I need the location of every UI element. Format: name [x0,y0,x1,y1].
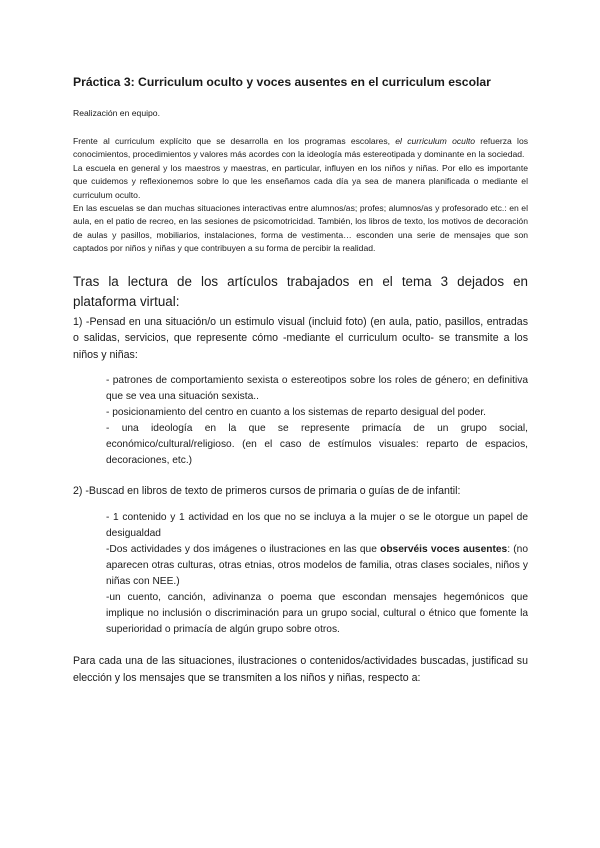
document-page [73,74,528,697]
q1-bullet-3: - una ideología en la que se represente primacía de un grupo social, económico/cultural/religioso. (en el caso de estímulos visuales: reparto de espacios, decoraciones, etc.) [106,423,528,467]
intro-p1-start: Frente al curriculum explícito que se desarrolla en los programas escolares, [73,136,391,146]
work-mode-note: Realización en equipo. [73,108,160,118]
question-1: 1) -Pensad en una situación/o un estimulo visual (incluid foto) (en aula, patio, pasillos, entradas o salidas, servicios, que represente cómo -mediante el curriculum oculto- se transmite a los niños y niñas: [73,315,528,361]
intro-p1-end: refuerza los conocimientos, procedimientos y valores más acordes con la ideología más estereotipada y dominante en la sociedad. [73,136,529,160]
q2-bullet-2 [106,542,528,590]
intro-paragraph-3: En las escuelas se dan muchas situaciones interactivas entre alumnos/as; profes; alumnos/as y profesorado etc.: en el aula, en el patio de recreo, en las sesiones de psicomotricidad. También, los libros de texto, los motivos de decoración de aulas y pasillos, mobiliarios, instalaciones, forma de vestimenta… esconden una serie de mensajes que son captados por niños y niñas y que contribuyen a su forma de percibir la realidad. [73,203,528,254]
q2-bullet-2-start: -Dos actividades y dos imágenes o ilustraciones en las que [106,544,377,556]
q2-bullet-2-end: : (no aparecen otras culturas, otras etnias, otros modelos de familia, otras clases sociales, niños y niñas con NEE.) [106,544,528,588]
q2-bullet-2-bold: observéis voces ausentes [380,544,508,556]
final-instruction: Para cada una de las situaciones, ilustraciones o contenidos/actividades buscadas, justificad su elección y los mensajes que se transmiten a los niños y niñas, respecto a: [73,655,528,684]
q1-bullet-2: - posicionamiento del centro en cuanto a los sistemas de reparto desigual del poder. [106,407,486,419]
q2-bullet-1: - 1 contenido y 1 actividad en los que no se incluya a la mujer o se le otorgue un papel de desigualdad [106,512,528,540]
intro-paragraph-2: La escuela en general y los maestros y maestras, en particular, influyen en los niños y niñas. Por ello es importante que cuidemos y reflexionemos sobre lo que les enseñamos cada día ya sea de manera planificada o mediante el curriculum oculto. [73,162,528,200]
question-2-bullets [73,510,528,638]
q1-bullet-1: - patrones de comportamiento sexista o estereotipos sobre los roles de género; en definitiva que se vea una situación sexista.. [106,375,528,403]
question-1-bullets [73,373,528,469]
q2-bullet-3: -un cuento, canción, adivinanza o poema que escondan mensajes hegemónicos que implique no inclusión o discriminación para un grupo social, cultural o étnico que fomente la superioridad o primacía de algún grupo sobre otros. [106,592,528,636]
intro-section [73,135,528,256]
intro-p1-emphasis: el curriculum oculto [395,136,476,146]
page-title: Práctica 3: Curriculum oculto y voces ausentes en el curriculum escolar [73,75,491,89]
section-heading: Tras la lectura de los artículos trabajados en el tema 3 dejados en plataforma virtual: [73,273,528,309]
intro-paragraph-1 [73,135,528,162]
question-2: 2) -Buscad en libros de texto de primeros cursos de primaria o guías de de infantil: [73,485,461,498]
